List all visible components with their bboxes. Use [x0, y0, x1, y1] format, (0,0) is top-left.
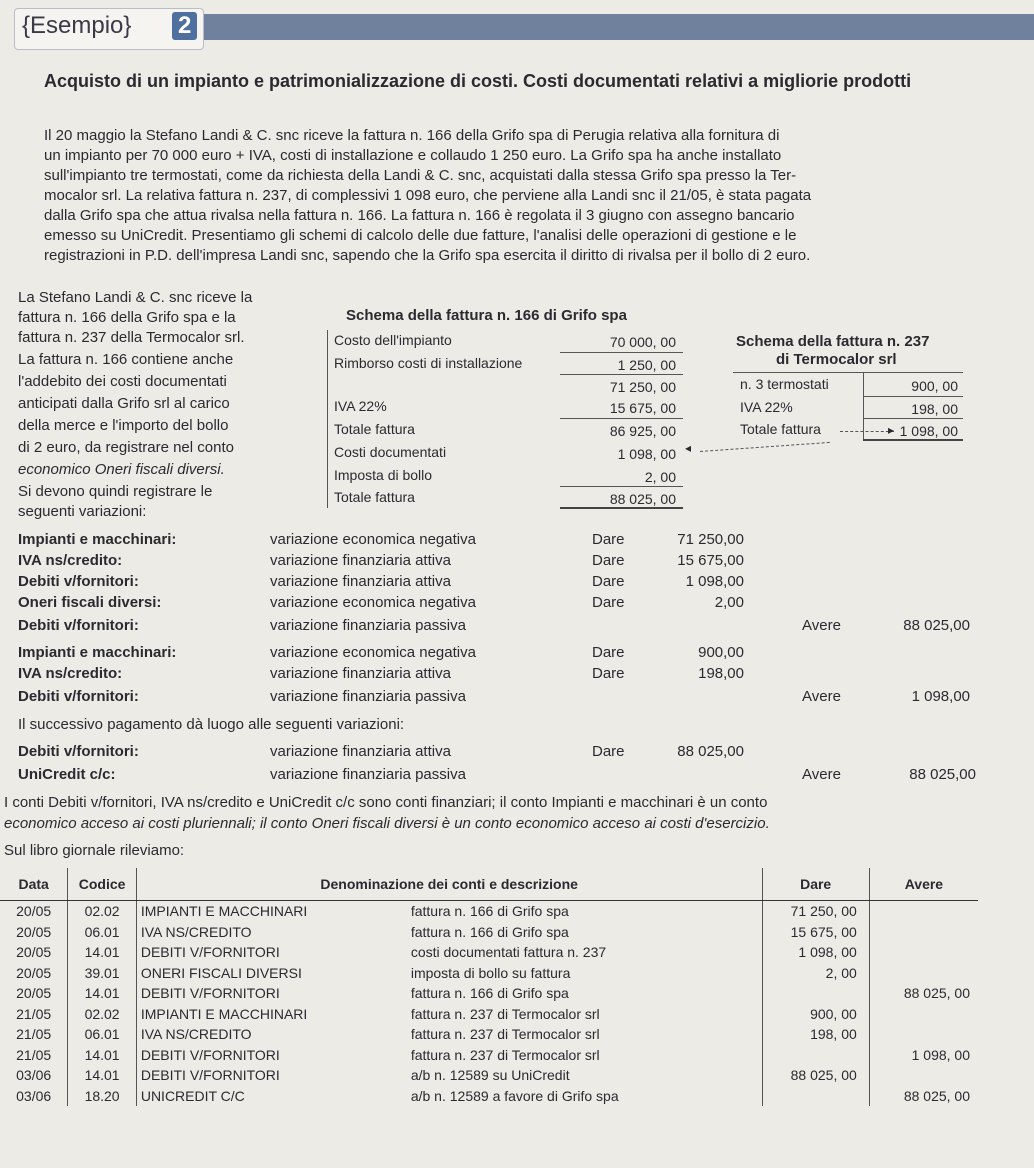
invoice-row-value: 70 000, 00 — [609, 334, 676, 350]
journal-account: UNICREDIT C/C — [140, 1087, 245, 1104]
journal-date: 03/06 — [16, 1087, 52, 1104]
schema-rule — [863, 372, 864, 440]
schema-rule — [327, 330, 328, 508]
variation-amount: 88 025,00 — [677, 743, 744, 760]
variation-side: Dare — [592, 531, 625, 548]
side-line: La Stefano Landi & C. snc riceve la — [18, 289, 253, 306]
journal-dare: 2, 00 — [762, 963, 869, 984]
variation-type: variazione finanziaria attiva — [270, 573, 451, 590]
variation-amount: 2,00 — [714, 594, 744, 611]
side-line: fattura n. 237 della Termocalor srl. — [18, 329, 245, 346]
journal-avere — [869, 922, 978, 943]
variation-type: variazione finanziaria attiva — [270, 743, 451, 760]
exercise-title: Acquisto di un impianto e patrimonializzazione di costi. Costi documentati relativi a migliorie prodotti — [44, 71, 912, 91]
variation-side: Dare — [592, 743, 625, 760]
variation-amount: 88 025,00 — [903, 617, 970, 634]
journal-date: 20/05 — [16, 985, 52, 1002]
invoice-row-value: 1 098, 00 — [899, 423, 958, 439]
variation-type: variazione economica negativa — [270, 644, 476, 661]
variation-account: IVA ns/credito: — [18, 552, 123, 569]
journal-row — [0, 942, 978, 963]
journal-dare — [762, 983, 869, 1004]
intro-line: un impianto per 70 000 euro + IVA, costi di installazione e collaudo 1 250 euro. La Grifo spa ha anche installato — [44, 147, 782, 164]
journal-row — [0, 963, 978, 984]
invoice-row-label: IVA 22% — [334, 398, 387, 414]
payment-intro: Il successivo pagamento dà luogo alle seguenti variazioni: — [18, 716, 405, 733]
journal-desc: fattura n. 237 di Termocalor srl — [410, 1005, 600, 1022]
journal-desc: costi documentati fattura n. 237 — [410, 944, 607, 961]
invoice-237-title: Schema della fattura n. 237 — [736, 333, 930, 350]
journal-avere — [869, 1024, 978, 1045]
variation-amount: 1 098,00 — [685, 573, 744, 590]
variation-type: variazione finanziaria attiva — [270, 552, 451, 569]
journal-description — [136, 983, 762, 1004]
col-avere: Avere — [869, 868, 978, 901]
conclusion-line: economico acceso ai costi pluriennali; il conto Oneri fiscali diversi è un conto economico acceso ai costi d'esercizio. — [4, 815, 770, 832]
journal-table — [0, 868, 978, 1106]
journal-desc: a/b n. 12589 a favore di Grifo spa — [410, 1087, 619, 1104]
journal-description — [136, 1004, 762, 1025]
variation-account: Impianti e macchinari: — [18, 644, 177, 661]
journal-account: DEBITI V/FORNITORI — [140, 1067, 280, 1084]
variation-account: Debiti v/fornitori: — [18, 617, 139, 634]
journal-avere — [869, 1065, 978, 1086]
invoice-row-label: Totale fattura — [334, 421, 415, 437]
journal-code: 18.20 — [68, 1086, 136, 1107]
journal-desc: fattura n. 166 di Grifo spa — [410, 903, 569, 920]
variation-amount: 900,00 — [698, 644, 744, 661]
journal-description — [136, 942, 762, 963]
journal-desc: fattura n. 166 di Grifo spa — [410, 923, 569, 940]
journal-code: 06.01 — [68, 1024, 136, 1045]
journal-dare — [762, 1045, 869, 1066]
variation-type: variazione finanziaria passiva — [270, 617, 466, 634]
invoice-row-value: 1 250, 00 — [617, 357, 676, 373]
journal-avere — [869, 901, 978, 922]
journal-row — [0, 1004, 978, 1025]
journal-desc: imposta di bollo su fattura — [410, 964, 571, 981]
col-data: Data — [0, 868, 68, 901]
journal-date: 21/05 — [16, 1026, 52, 1043]
variation-amount: 1 098,00 — [911, 688, 970, 705]
example-label: {Esempio} — [22, 12, 132, 39]
side-line: della merce e l'importo del bollo — [18, 417, 229, 434]
intro-line: mocalor srl. La relativa fattura n. 237, di complessivi 1 098 euro, che perviene alla Landi snc il 21/05, è stata pagata — [44, 187, 812, 204]
arrow-connector — [700, 442, 830, 452]
col-denominazione: Denominazione dei conti e descrizione — [136, 868, 762, 901]
journal-avere: 88 025, 00 — [869, 983, 978, 1004]
journal-account: IMPIANTI E MACCHINARI — [140, 903, 308, 920]
variation-amount: 198,00 — [698, 665, 744, 682]
journal-dare: 900, 00 — [762, 1004, 869, 1025]
journal-desc: a/b n. 12589 su UniCredit — [410, 1067, 570, 1084]
journal-desc: fattura n. 166 di Grifo spa — [410, 985, 569, 1002]
journal-date: 20/05 — [16, 964, 52, 981]
journal-dare: 198, 00 — [762, 1024, 869, 1045]
variation-type: variazione economica negativa — [270, 531, 476, 548]
variation-account: Impianti e macchinari: — [18, 531, 177, 548]
journal-code: 14.01 — [68, 942, 136, 963]
variation-side: Avere — [802, 688, 841, 705]
journal-code: 06.01 — [68, 922, 136, 943]
variation-type: variazione finanziaria passiva — [270, 766, 466, 783]
journal-avere: 88 025, 00 — [869, 1086, 978, 1107]
journal-row — [0, 922, 978, 943]
journal-account: DEBITI V/FORNITORI — [140, 1046, 280, 1063]
variation-type: variazione finanziaria attiva — [270, 665, 451, 682]
invoice-row-label: Totale fattura — [740, 421, 821, 437]
side-line: Si devono quindi registrare le — [18, 483, 213, 500]
invoice-row-label: Rimborso costi di installazione — [334, 355, 523, 371]
journal-code: 14.01 — [68, 983, 136, 1004]
invoice-row-value: 198, 00 — [911, 401, 958, 417]
header-band — [202, 14, 1034, 40]
journal-row — [0, 1065, 978, 1086]
journal-row — [0, 1086, 978, 1107]
invoice-row-value: 88 025, 00 — [609, 491, 676, 507]
invoice-row-value: 900, 00 — [911, 378, 958, 394]
variation-side: Dare — [592, 644, 625, 661]
journal-code: 14.01 — [68, 1065, 136, 1086]
journal-date: 21/05 — [16, 1005, 52, 1022]
journal-row — [0, 1024, 978, 1045]
journal-account: IVA NS/CREDITO — [140, 1026, 252, 1043]
invoice-row-label: Imposta di bollo — [334, 467, 433, 483]
variation-account: Oneri fiscali diversi: — [18, 594, 162, 611]
variation-account: Debiti v/fornitori: — [18, 573, 139, 590]
invoice-row-label: Totale fattura — [334, 489, 415, 505]
journal-dare: 1 098, 00 — [762, 942, 869, 963]
variation-amount: 88 025,00 — [909, 766, 976, 783]
journal-description — [136, 901, 762, 922]
intro-line: dalla Grifo spa che attua rivalsa nella fattura n. 166. La fattura n. 166 è regolata il 3 giugno con assegno bancario — [44, 207, 795, 224]
journal-account: DEBITI V/FORNITORI — [140, 944, 280, 961]
variation-side: Dare — [592, 552, 625, 569]
variation-type: variazione finanziaria passiva — [270, 688, 466, 705]
journal-account: ONERI FISCALI DIVERSI — [140, 964, 302, 981]
journal-date: 20/05 — [16, 944, 52, 961]
variation-side: Avere — [802, 617, 841, 634]
variation-side: Dare — [592, 665, 625, 682]
invoice-row-label: IVA 22% — [740, 399, 793, 415]
journal-code: 02.02 — [68, 901, 136, 922]
invoice-row-value: 2, 00 — [644, 469, 676, 485]
journal-dare — [762, 1086, 869, 1107]
variation-account: Debiti v/fornitori: — [18, 688, 139, 705]
journal-avere: 1 098, 00 — [869, 1045, 978, 1066]
arrow-left-icon: ◂ — [685, 441, 692, 455]
journal-desc: fattura n. 237 di Termocalor srl — [410, 1046, 600, 1063]
journal-account: DEBITI V/FORNITORI — [140, 985, 280, 1002]
journal-dare: 71 250, 00 — [762, 901, 869, 922]
side-line: La fattura n. 166 contiene anche — [18, 351, 234, 368]
side-line: l'addebito dei costi documentati — [18, 373, 227, 390]
journal-avere — [869, 1004, 978, 1025]
invoice-row-label: Costi documentati — [334, 444, 447, 460]
journal-avere — [869, 963, 978, 984]
variation-side: Dare — [592, 573, 625, 590]
example-number: 2 — [172, 12, 197, 40]
intro-line: emesso su UniCredit. Presentiamo gli schemi di calcolo delle due fatture, l'analisi delle operazioni di gestione e le — [44, 227, 797, 244]
variation-amount: 15 675,00 — [677, 552, 744, 569]
invoice-row-value: 86 925, 00 — [609, 423, 676, 439]
journal-account: IMPIANTI E MACCHINARI — [140, 1005, 308, 1022]
journal-avere — [869, 942, 978, 963]
journal-description — [136, 1086, 762, 1107]
intro-line: sull'impianto tre termostati, come da richiesta della Landi & C. snc, acquistati dalla stessa Grifo spa presso la Ter- — [44, 167, 797, 184]
variation-side: Dare — [592, 594, 625, 611]
variation-account: Debiti v/fornitori: — [18, 743, 139, 760]
journal-date: 20/05 — [16, 903, 52, 920]
journal-code: 02.02 — [68, 1004, 136, 1025]
journal-date: 20/05 — [16, 923, 52, 940]
journal-description — [136, 1065, 762, 1086]
journal-date: 21/05 — [16, 1046, 52, 1063]
journal-description — [136, 1024, 762, 1045]
variation-side: Avere — [802, 766, 841, 783]
side-line: fattura n. 166 della Grifo spa e la — [18, 309, 236, 326]
journal-description — [136, 963, 762, 984]
variation-type: variazione economica negativa — [270, 594, 476, 611]
journal-account: IVA NS/CREDITO — [140, 923, 252, 940]
side-line: di 2 euro, da registrare nel conto — [18, 439, 234, 456]
invoice-row-value: 1 098, 00 — [617, 446, 676, 462]
journal-code: 14.01 — [68, 1045, 136, 1066]
journal-desc: fattura n. 237 di Termocalor srl — [410, 1026, 600, 1043]
col-dare: Dare — [762, 868, 869, 901]
invoice-166-title: Schema della fattura n. 166 di Grifo spa — [346, 307, 627, 324]
invoice-237-subtitle: di Termocalor srl — [776, 351, 897, 368]
conclusion-line: I conti Debiti v/fornitori, IVA ns/credito e UniCredit c/c sono conti finanziari; il conto Impianti e macchinari è un conto — [4, 794, 768, 811]
side-line: seguenti variazioni: — [18, 503, 147, 520]
intro-line: Il 20 maggio la Stefano Landi & C. snc riceve la fattura n. 166 della Grifo spa di Perugia relativa alla fornitura di — [44, 127, 780, 144]
journal-row — [0, 983, 978, 1004]
side-line: anticipati dalla Grifo srl al carico — [18, 395, 230, 412]
intro-line: registrazioni in P.D. dell'impresa Landi snc, sapendo che la Grifo spa esercita il diritto di rivalsa per il bollo di 2 euro. — [44, 247, 811, 264]
journal-description — [136, 1045, 762, 1066]
invoice-row-label: n. 3 termostati — [740, 376, 829, 392]
journal-header-row — [0, 868, 978, 901]
journal-intro: Sul libro giornale rileviamo: — [4, 842, 185, 859]
invoice-row-value: 15 675, 00 — [609, 400, 676, 416]
variation-account: UniCredit c/c: — [18, 766, 116, 783]
journal-row — [0, 901, 978, 922]
journal-description — [136, 922, 762, 943]
arrow-connector — [840, 431, 894, 432]
variation-account: IVA ns/credito: — [18, 665, 123, 682]
col-codice: Codice — [68, 868, 136, 901]
invoice-row-value: 71 250, 00 — [609, 379, 676, 395]
journal-row — [0, 1045, 978, 1066]
journal-code: 39.01 — [68, 963, 136, 984]
journal-dare: 88 025, 00 — [762, 1065, 869, 1086]
arrow-right-icon: ▸ — [888, 423, 895, 437]
invoice-row-label: Costo dell'impianto — [334, 332, 452, 348]
schema-rule — [733, 372, 963, 373]
journal-date: 03/06 — [16, 1067, 52, 1084]
variation-amount: 71 250,00 — [677, 531, 744, 548]
journal-dare: 15 675, 00 — [762, 922, 869, 943]
side-line: economico Oneri fiscali diversi. — [18, 461, 225, 478]
